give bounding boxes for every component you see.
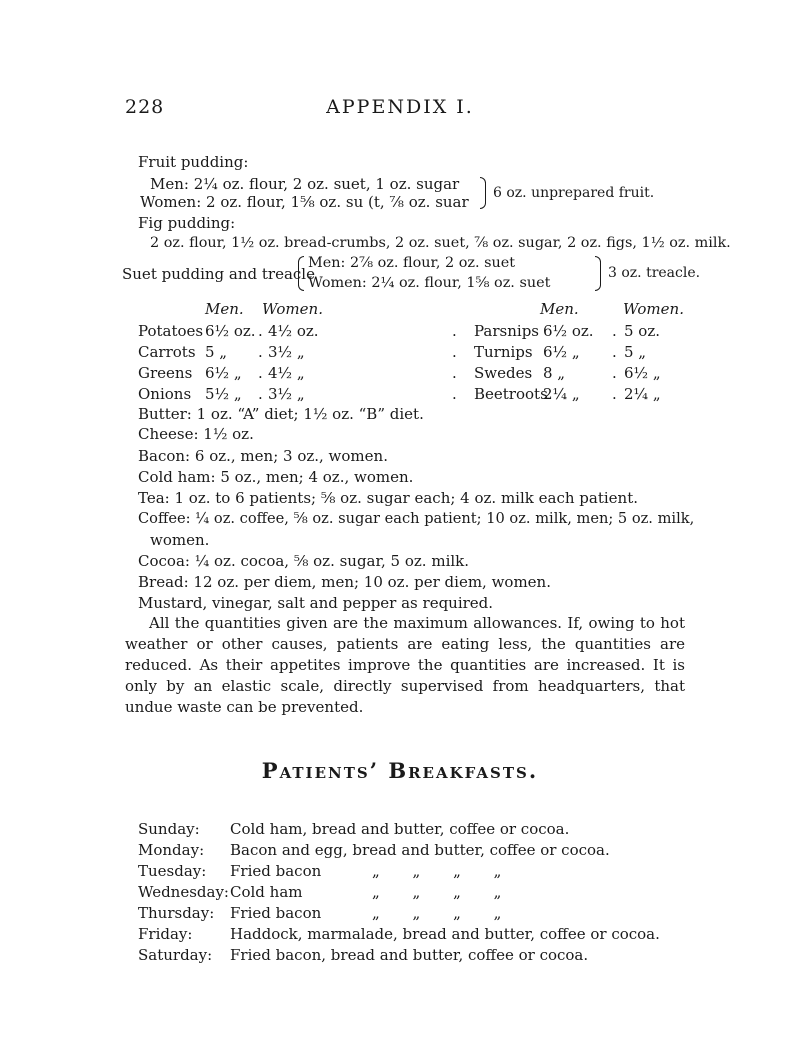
- running-title: APPENDIX I.: [326, 96, 474, 118]
- fig-pudding-line: 2 oz. flour, 1½ oz. bread-crumbs, 2 oz. suet, ⅞ oz. sugar, 2 oz. figs, 1½ oz. milk.: [150, 235, 731, 251]
- veg-women: 3½ „: [268, 385, 305, 403]
- fruit-pudding-title: Fruit pudding:: [138, 153, 249, 171]
- fruit-pudding-brace: [480, 177, 486, 209]
- day-menu: Cold ham: [230, 883, 303, 901]
- veg-women: 4½ oz.: [268, 322, 319, 340]
- day-menu: Bacon and egg, bread and butter, coffee or cocoa.: [230, 841, 610, 859]
- veg-name: Carrots: [138, 343, 196, 361]
- page-number: 228: [125, 96, 165, 118]
- col-header-men-left: Men.: [205, 300, 244, 318]
- veg-men: 5 „: [205, 343, 228, 361]
- veg-men: 6½ oz.: [205, 322, 256, 340]
- leader-dot: .: [612, 364, 617, 382]
- suet-pudding-women: Women: 2¼ oz. flour, 1⅝ oz. suet: [308, 275, 551, 291]
- veg-men: 6½ oz.: [543, 322, 594, 340]
- ditto-marks: „ „ „ „: [372, 862, 502, 880]
- day-menu: Fried bacon: [230, 904, 322, 922]
- veg-men: 6½ „: [543, 343, 580, 361]
- day-label: Sunday:: [138, 820, 200, 838]
- leader-dot: .: [452, 385, 457, 403]
- veg-women: 4½ „: [268, 364, 305, 382]
- ditto-marks: „ „ „ „: [372, 904, 502, 922]
- leader-dot: .: [258, 364, 263, 382]
- leader-dot: .: [612, 385, 617, 403]
- fruit-pudding-women: Women: 2 oz. flour, 1⅝ oz. su (t, ⅞ oz. suar: [140, 193, 469, 211]
- allowances-paragraph: All the quantities given are the maximum allowances. If, owing to hot weather or other causes, patients are eating less, the quantities are reduced. As their appetites improve the quantities are increased. It is only by an elastic scale, directly supervised from headquarters, that undue waste can be prevented.: [125, 614, 685, 716]
- col-header-men-right: Men.: [540, 300, 579, 318]
- cocoa-ration: Cocoa: ¼ oz. cocoa, ⅝ oz. sugar, 5 oz. milk.: [138, 552, 470, 570]
- day-menu: Fried bacon: [230, 862, 322, 880]
- veg-women: 2¼ „: [624, 385, 661, 403]
- day-label: Thursday:: [138, 904, 215, 922]
- page-header: [0, 96, 800, 120]
- veg-women: 5 oz.: [624, 322, 661, 340]
- leader-dot: .: [612, 322, 617, 340]
- leader-dot: .: [612, 343, 617, 361]
- day-label: Tuesday:: [138, 862, 207, 880]
- day-label: Wednesday:: [138, 883, 229, 901]
- coffee-ration: Coffee: ¼ oz. coffee, ⅝ oz. sugar each patient; 10 oz. milk, men; 5 oz. milk,: [138, 510, 695, 527]
- breakfasts-title: Patients’ Breakfasts.: [261, 758, 539, 783]
- day-label: Saturday:: [138, 946, 213, 964]
- veg-name: Turnips: [474, 343, 533, 361]
- coffee-ration-continued: women.: [150, 531, 210, 549]
- suet-pudding-label: Suet pudding and treacle: [122, 265, 315, 283]
- veg-women: 3½ „: [268, 343, 305, 361]
- day-label: Monday:: [138, 841, 205, 859]
- veg-name: Swedes: [474, 364, 533, 382]
- fruit-pudding-note: 6 oz. unprepared fruit.: [493, 185, 655, 201]
- fruit-pudding-men: Men: 2¼ oz. flour, 2 oz. suet, 1 oz. sugar: [150, 175, 460, 193]
- suet-pudding-right-brace: [595, 256, 601, 291]
- suet-pudding-note: 3 oz. treacle.: [608, 265, 701, 281]
- condiments-ration: Mustard, vinegar, salt and pepper as required.: [138, 594, 494, 612]
- leader-dot: .: [258, 343, 263, 361]
- veg-name: Parsnips: [474, 322, 539, 340]
- veg-name: Potatoes: [138, 322, 204, 340]
- day-menu: Haddock, marmalade, bread and butter, coffee or cocoa.: [230, 925, 660, 943]
- suet-pudding-left-brace: [298, 256, 304, 291]
- butter-ration: Butter: 1 oz. “A” diet; 1½ oz. “B” diet.: [138, 405, 424, 423]
- veg-name: Beetroots: [474, 385, 548, 403]
- leader-dot: .: [258, 385, 263, 403]
- leader-dot: .: [452, 343, 457, 361]
- veg-men: 6½ „: [205, 364, 242, 382]
- ditto-marks: „ „ „ „: [372, 883, 502, 901]
- leader-dot: .: [258, 322, 263, 340]
- leader-dot: .: [452, 364, 457, 382]
- veg-men: 8 „: [543, 364, 566, 382]
- veg-women: 6½ „: [624, 364, 661, 382]
- bread-ration: Bread: 12 oz. per diem, men; 10 oz. per diem, women.: [138, 573, 551, 591]
- veg-name: Onions: [138, 385, 192, 403]
- day-menu: Fried bacon, bread and butter, coffee or cocoa.: [230, 946, 589, 964]
- veg-name: Greens: [138, 364, 193, 382]
- leader-dot: .: [452, 322, 457, 340]
- veg-men: 5½ „: [205, 385, 242, 403]
- tea-ration: Tea: 1 oz. to 6 patients; ⅝ oz. sugar each; 4 oz. milk each patient.: [138, 489, 638, 507]
- col-header-women-left: Women.: [262, 300, 323, 318]
- col-header-women-right: Women.: [623, 300, 684, 318]
- bacon-ration: Bacon: 6 oz., men; 3 oz., women.: [138, 447, 388, 465]
- cheese-ration: Cheese: 1½ oz.: [138, 425, 254, 443]
- fig-pudding-title: Fig pudding:: [138, 214, 236, 232]
- cold-ham-ration: Cold ham: 5 oz., men; 4 oz., women.: [138, 468, 414, 486]
- veg-men: 2¼ „: [543, 385, 580, 403]
- veg-women: 5 „: [624, 343, 647, 361]
- day-label: Friday:: [138, 925, 193, 943]
- suet-pudding-men: Men: 2⅞ oz. flour, 2 oz. suet: [308, 255, 516, 271]
- day-menu: Cold ham, bread and butter, coffee or cocoa.: [230, 820, 570, 838]
